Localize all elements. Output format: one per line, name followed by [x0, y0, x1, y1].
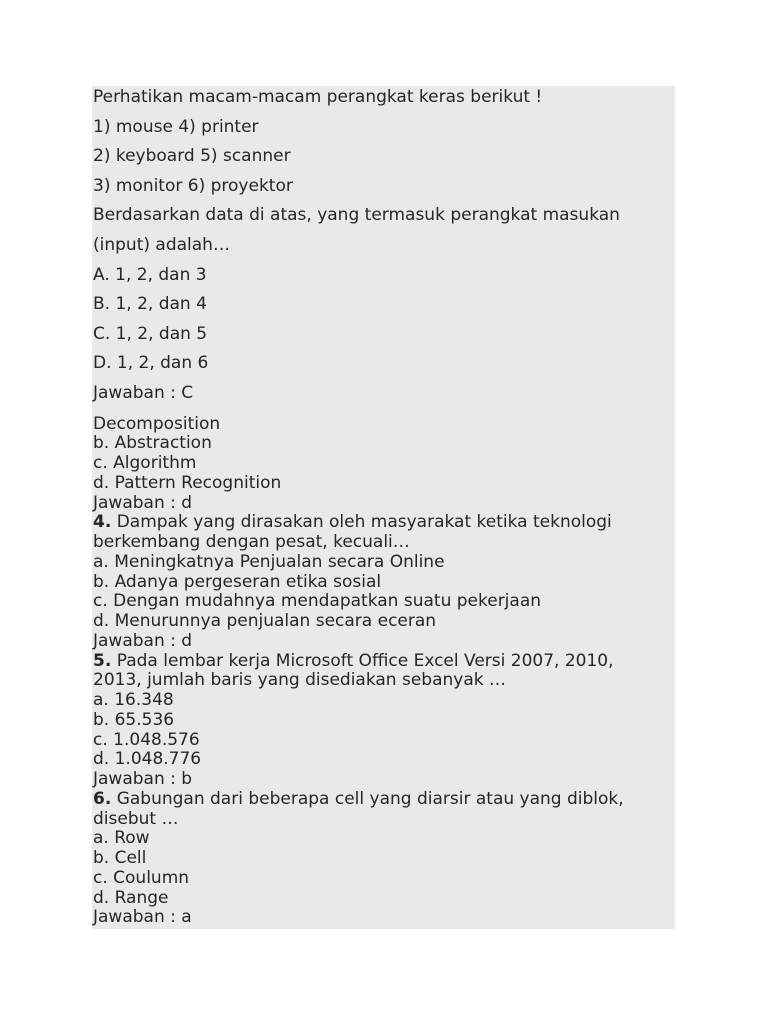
- answer-key: Jawaban : d: [93, 492, 193, 513]
- question-text: 2013, jumlah baris yang disediakan sebanyak …: [93, 670, 507, 691]
- answer-option: D. 1, 2, dan 6: [93, 353, 209, 374]
- answer-option: b. Adanya pergeseran etika sosial: [93, 571, 382, 592]
- answer-option: b. Cell: [93, 848, 147, 869]
- question-text: Pada lembar kerja Microsoft Office Excel Versi 2007, 2010,: [111, 650, 614, 671]
- answer-option: b. Abstraction: [93, 433, 212, 454]
- answer-option: d. 1.048.776: [93, 749, 202, 770]
- answer-option: b. 65.536: [93, 709, 175, 730]
- answer-option: c. Coulumn: [93, 867, 190, 888]
- item-list-line: 3) monitor 6) proyektor: [93, 175, 293, 196]
- question-5-text: [93, 651, 675, 671]
- answer-key: Jawaban : d: [93, 630, 193, 651]
- question-text: Gabungan dari beberapa cell yang diarsir atau yang diblok,: [111, 788, 624, 809]
- question-number: 6.: [93, 788, 112, 809]
- answer-option: A. 1, 2, dan 3: [93, 264, 207, 285]
- answer-option: a. Row: [93, 828, 150, 849]
- answer-key: Jawaban : C: [93, 382, 194, 403]
- answer-key: Jawaban : b: [93, 769, 193, 790]
- question-list: [93, 414, 675, 928]
- answer-key: Jawaban : a: [93, 907, 192, 928]
- question-number: 4.: [93, 512, 112, 533]
- question-text: Dampak yang dirasakan oleh masyarakat ketika teknologi: [111, 512, 612, 533]
- question-text: Berdasarkan data di atas, yang termasuk perangkat masukan: [93, 205, 620, 226]
- answer-option: d. Pattern Recognition: [93, 472, 282, 493]
- answer-option: C. 1, 2, dan 5: [93, 323, 208, 344]
- answer-option: d. Menurunnya penjualan secara eceran: [93, 611, 437, 632]
- answer-option: Decomposition: [93, 413, 221, 434]
- item-list-line: 2) keyboard 5) scanner: [93, 146, 291, 167]
- question-text: disebut …: [93, 808, 179, 829]
- question-text: (input) adalah…: [93, 234, 230, 255]
- question-6-text: [93, 789, 675, 809]
- answer-option: d. Range: [93, 887, 169, 908]
- question-prompt: Perhatikan macam-macam perangkat keras berikut !: [93, 87, 543, 107]
- answer-option: c. Dengan mudahnya mendapatkan suatu pekerjaan: [93, 591, 542, 612]
- answer-option: a. 16.348: [93, 690, 174, 711]
- answer-option: a. Meningkatnya Penjualan secara Online: [93, 551, 445, 572]
- document-page: [92, 86, 675, 929]
- answer-option: c. 1.048.576: [93, 729, 200, 750]
- answer-option: c. Algorithm: [93, 453, 197, 474]
- answer-option: B. 1, 2, dan 4: [93, 294, 207, 315]
- question-number: 5.: [93, 650, 112, 671]
- question-block-1: [93, 86, 675, 412]
- question-4-text: [93, 512, 675, 532]
- question-text: berkembang dengan pesat, kecuali…: [93, 532, 410, 553]
- item-list-line: 1) mouse 4) printer: [93, 116, 259, 137]
